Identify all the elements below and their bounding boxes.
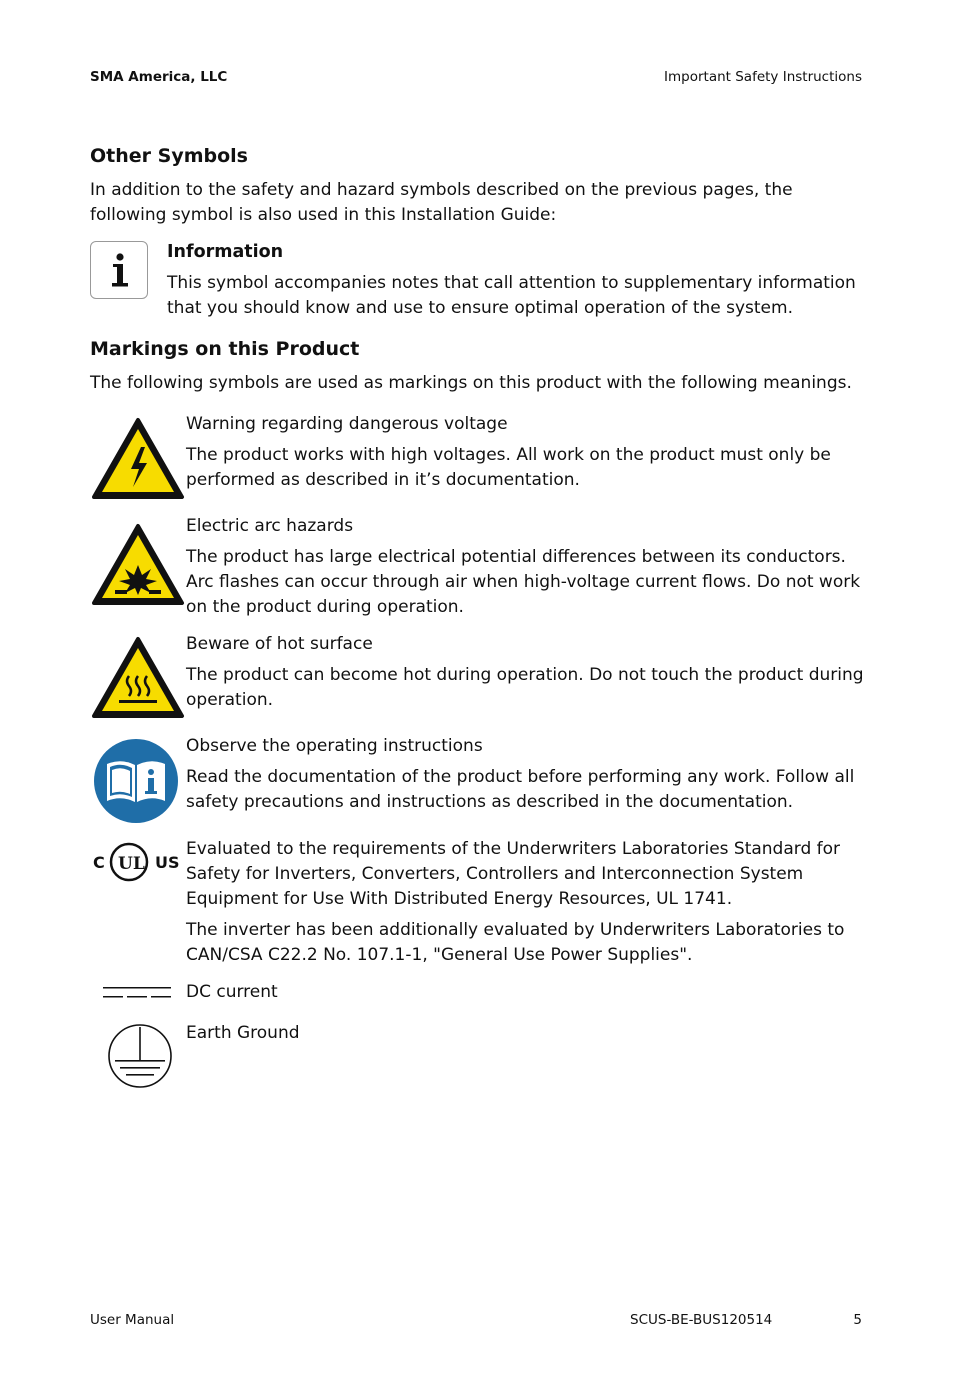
electric-arc-warning-icon — [91, 523, 185, 611]
earth-ground-icon — [107, 1023, 173, 1093]
marking-title: DC current — [186, 982, 278, 1002]
marking-text: The product can become hot during operation. Do not touch the product during operation. — [186, 665, 864, 710]
footer-page-number: 5 — [853, 1312, 862, 1328]
information-text: This symbol accompanies notes that call attention to supplementary information that you should know and use to ensure optimal operation of the system. — [167, 273, 856, 318]
marking-item-electric-arc — [186, 514, 866, 620]
marking-title: Warning regarding dangerous voltage — [186, 414, 508, 434]
marking-text: Read the documentation of the product before performing any work. Follow all safety precautions and instructions as described in the documentation. — [186, 767, 855, 812]
marking-item-earth-ground — [186, 1021, 866, 1046]
marking-title: Evaluated to the requirements of the Underwriters Laboratories Standard for Safety for Inverters, Converters, Controllers and Interconnection System Equipment for Use With Distributed Energy Resources, UL 1741. — [186, 839, 841, 909]
markings-heading: Markings on this Product — [90, 338, 360, 360]
cul-ul-logo: UL — [118, 854, 145, 874]
information-title: Information — [167, 242, 284, 262]
hot-surface-warning-icon — [91, 636, 185, 724]
marking-title: Beware of hot surface — [186, 634, 373, 654]
marking-title: Earth Ground — [186, 1023, 300, 1043]
marking-item-cul-us — [186, 837, 866, 968]
information-icon — [90, 241, 148, 299]
dc-current-icon — [103, 984, 173, 1006]
footer-doc-type: User Manual — [90, 1312, 175, 1328]
marking-text: The inverter has been additionally evaluated by Underwriters Laboratories to CAN/CSA C22.2 No. 107.1-1, "General Use Power Supplies". — [186, 920, 845, 965]
marking-title: Observe the operating instructions — [186, 736, 483, 756]
header-company: SMA America, LLC — [90, 69, 228, 85]
high-voltage-warning-icon — [91, 417, 185, 505]
cul-c-letter: C — [93, 853, 105, 872]
marking-item-read-manual — [186, 734, 866, 815]
markings-intro: The following symbols are used as markings on this product with the following meanings. — [90, 373, 852, 393]
cul-us-mark-icon — [93, 840, 185, 888]
marking-text: The product works with high voltages. All work on the product must only be performed as described in it’s documentation. — [186, 445, 831, 490]
information-note — [167, 240, 867, 321]
other-symbols-intro: In addition to the safety and hazard symbols described on the previous pages, the following symbol is also used in this Installation Guide: — [90, 180, 793, 225]
marking-item-high-voltage — [186, 412, 866, 493]
marking-text: The product has large electrical potential differences between its conductors. Arc flashes can occur through air when high-voltage current flows. Do not work on the product during operation. — [186, 547, 861, 617]
marking-item-hot-surface — [186, 632, 866, 713]
footer-doc-code: SCUS-BE-BUS120514 — [630, 1312, 773, 1328]
other-symbols-heading: Other Symbols — [90, 145, 248, 167]
cul-us-letters: US — [155, 853, 180, 872]
read-manual-icon — [93, 738, 179, 828]
header-section: Important Safety Instructions — [664, 69, 862, 85]
marking-title: Electric arc hazards — [186, 516, 354, 536]
marking-item-dc-current — [186, 980, 866, 1005]
